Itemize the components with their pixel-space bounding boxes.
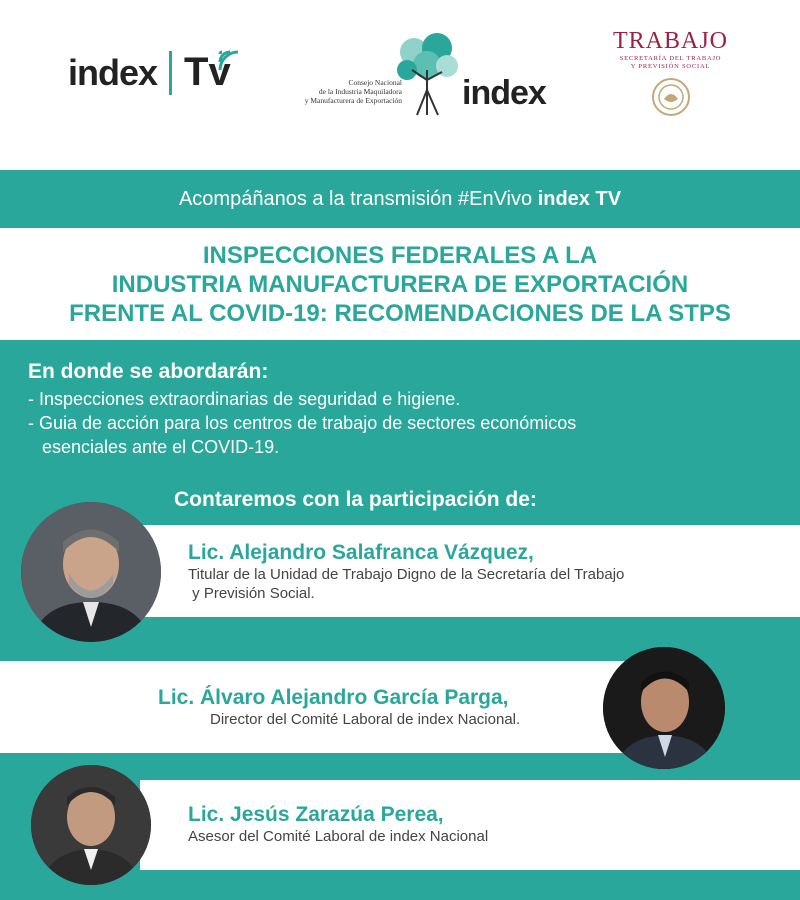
person-portrait-icon: [21, 502, 161, 642]
topics-section: [28, 360, 576, 459]
council-line: de la Industria Maquiladora: [318, 87, 402, 96]
participants-heading: Contaremos con la participación de:: [174, 488, 537, 511]
tv-text: Tv: [184, 50, 231, 94]
index-council-logo: [292, 30, 552, 125]
participant-role: y Previsión Social.: [188, 585, 315, 602]
broadcast-waves-icon: [214, 42, 248, 76]
council-logo-word: index: [462, 74, 546, 112]
participant-role: Titular de la Unidad de Trabajo Digno de la Secretaría del Trabajo: [188, 566, 625, 583]
index-tv-logo: [68, 50, 231, 95]
index-tv-logo-word: index: [68, 51, 158, 93]
invite-text-bold: index TV: [537, 187, 622, 210]
council-line: y Manufacturera de Exportación: [304, 96, 402, 105]
participant-name: Lic. Alejandro Salafranca Vázquez,: [188, 541, 534, 564]
participant-photo: [21, 502, 161, 642]
person-portrait-icon: [31, 765, 151, 885]
topics-heading: En donde se abordarán:: [28, 360, 269, 383]
event-title: [0, 228, 800, 340]
topic-item: - Inspecciones extraordinarias de seguridad e higiene.: [28, 389, 461, 409]
mexico-seal-icon: [651, 77, 691, 117]
trabajo-logo: [598, 28, 743, 122]
invite-text: [179, 188, 621, 211]
participant-name: Lic. Jesús Zarazúa Perea,: [188, 803, 444, 826]
participant-name: Lic. Álvaro Alejandro García Parga,: [158, 686, 509, 709]
tree-icon: [392, 30, 462, 120]
participant-photo: [603, 647, 725, 769]
participant-role: Director del Comité Laboral de index Nacional.: [210, 711, 521, 728]
title-line: INSPECCIONES FEDERALES A LA: [202, 241, 598, 269]
index-tv-logo-tv: [184, 50, 231, 95]
header: [0, 0, 800, 170]
council-name: [292, 78, 402, 105]
topic-item: - Guia de acción para los centros de trabajo de sectores económicos: [28, 413, 577, 433]
trabajo-subtitle: SECRETARÍA DEL TRABAJO: [619, 55, 722, 62]
title-line: FRENTE AL COVID-19: RECOMENDACIONES DE LA STPS: [69, 299, 731, 327]
participant-1: [188, 541, 624, 603]
participant-3: [188, 803, 488, 846]
participant-2: [158, 686, 520, 729]
participant-role: Asesor del Comité Laboral de index Nacional: [188, 828, 489, 845]
council-line: Consejo Nacional: [348, 78, 402, 87]
trabajo-title: TRABAJO: [612, 28, 728, 54]
invite-text-main: Acompáñanos a la transmisión #EnVivo: [178, 187, 538, 210]
participant-photo: [31, 765, 151, 885]
title-line: INDUSTRIA MANUFACTURERA DE EXPORTACIÓN: [111, 270, 689, 298]
person-portrait-icon: [603, 647, 725, 769]
trabajo-subtitle: Y PREVISIÓN SOCIAL: [630, 63, 711, 70]
topic-item: esenciales ante el COVID-19.: [42, 437, 280, 457]
logo-divider: [169, 51, 172, 95]
invite-band: [0, 170, 800, 228]
